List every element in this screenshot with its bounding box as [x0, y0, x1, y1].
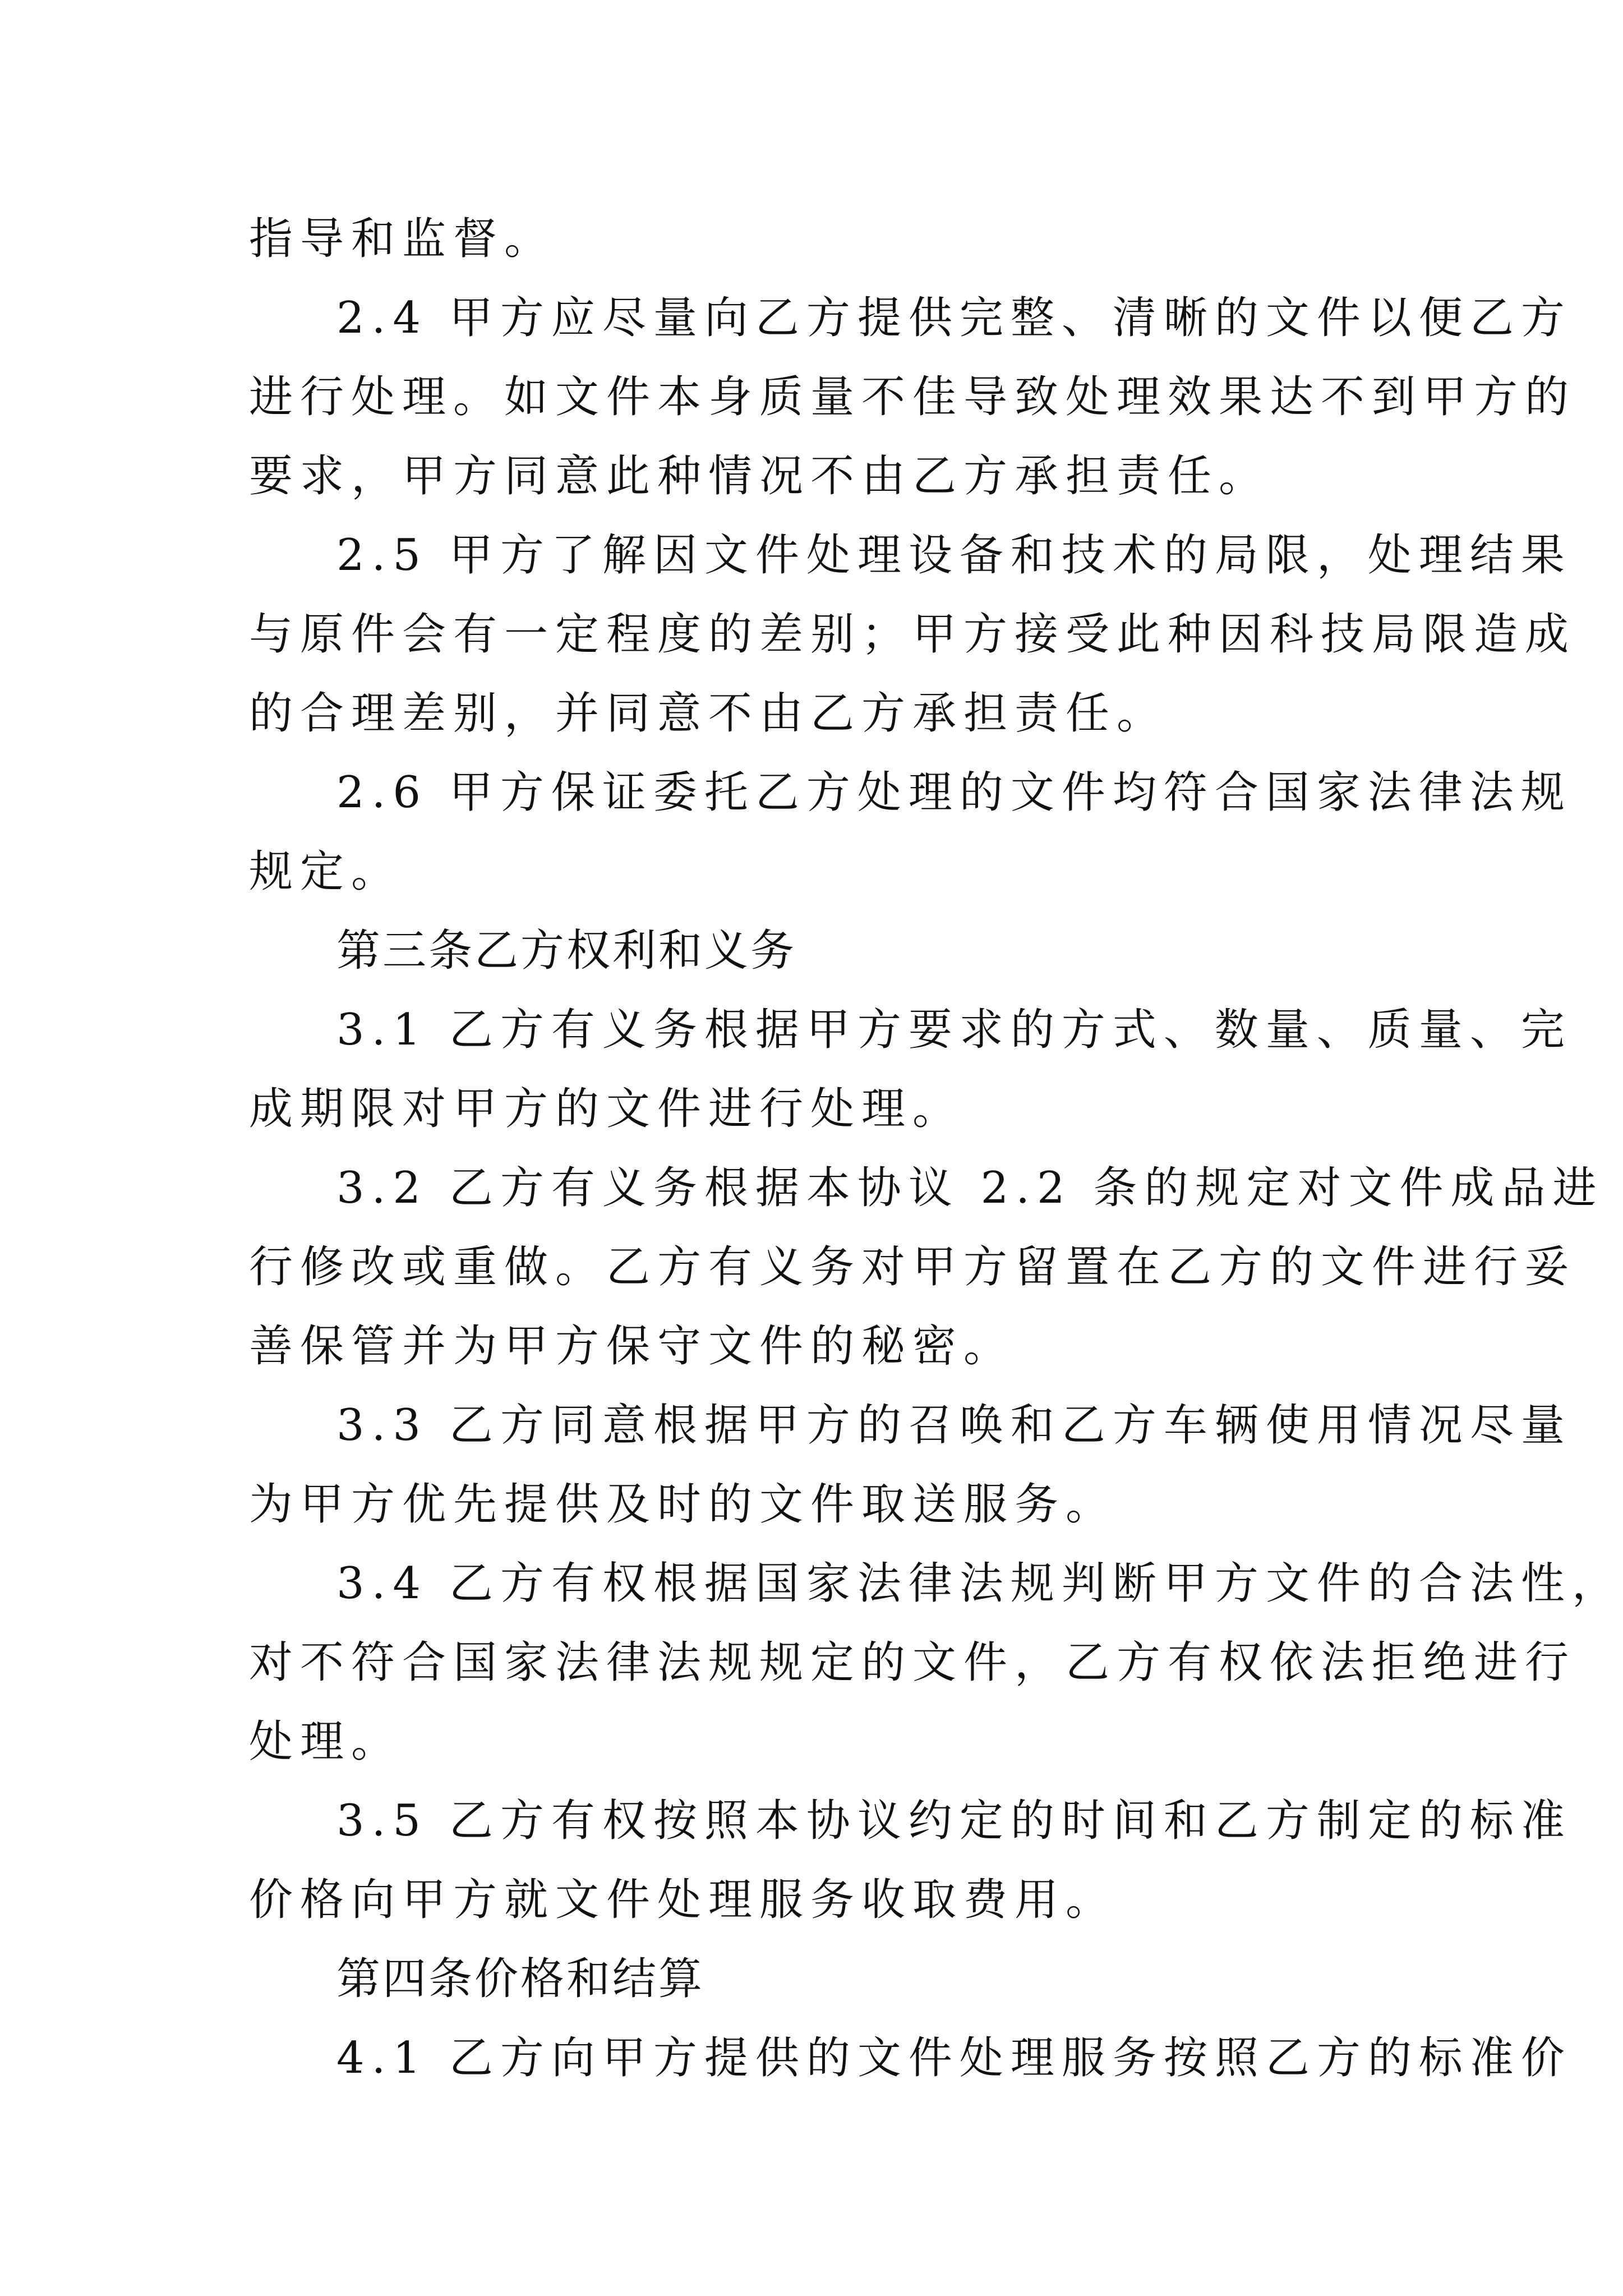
text-line: 规定。	[249, 846, 403, 897]
text-line: 4.1 乙方向甲方提供的文件处理服务按照乙方的标准价	[336, 2033, 1572, 2083]
text-line: 成期限对甲方的文件进行处理。	[249, 1084, 964, 1134]
text-line: 的合理差别，并同意不由乙方承担责任。	[249, 688, 1168, 739]
text-line: 进行处理。如文件本身质量不佳导致处理效果达不到甲方的	[249, 372, 1576, 422]
text-line: 3.2 乙方有义务根据本协议 2.2 条的规定对文件成品进	[336, 1163, 1604, 1213]
section-heading: 第三条乙方权利和义务	[336, 926, 797, 976]
text-line: 2.4 甲方应尽量向乙方提供完整、清晰的文件以便乙方	[336, 293, 1572, 343]
section-heading: 第四条价格和结算	[336, 1954, 705, 2004]
text-line: 价格向甲方就文件处理服务收取费用。	[249, 1875, 1117, 1925]
text-line: 2.6 甲方保证委托乙方处理的文件均符合国家法律法规	[336, 767, 1572, 818]
text-line: 处理。	[249, 1717, 403, 1767]
text-line: 2.5 甲方了解因文件处理设备和技术的局限，处理结果	[336, 530, 1572, 581]
text-line: 与原件会有一定程度的差别；甲方接受此种因科技局限造成	[249, 609, 1576, 660]
text-line: 3.5 乙方有权按照本协议约定的时间和乙方制定的标准	[336, 1796, 1572, 1846]
text-line: 对不符合国家法律法规规定的文件，乙方有权依法拒绝进行	[249, 1637, 1576, 1688]
text-line: 行修改或重做。乙方有义务对甲方留置在乙方的文件进行妥	[249, 1242, 1576, 1292]
text-line: 善保管并为甲方保守文件的秘密。	[249, 1321, 1015, 1372]
text-line: 3.4 乙方有权根据国家法律法规判断甲方文件的合法性，	[336, 1558, 1623, 1609]
text-line: 要求，甲方同意此种情况不由乙方承担责任。	[249, 451, 1270, 501]
text-line: 为甲方优先提供及时的文件取送服务。	[249, 1479, 1117, 1530]
text-line: 3.1 乙方有义务根据甲方要求的方式、数量、质量、完	[336, 1005, 1572, 1055]
text-line: 指导和监督。	[249, 214, 556, 264]
text-line: 3.3 乙方同意根据甲方的召唤和乙方车辆使用情况尽量	[336, 1400, 1572, 1451]
